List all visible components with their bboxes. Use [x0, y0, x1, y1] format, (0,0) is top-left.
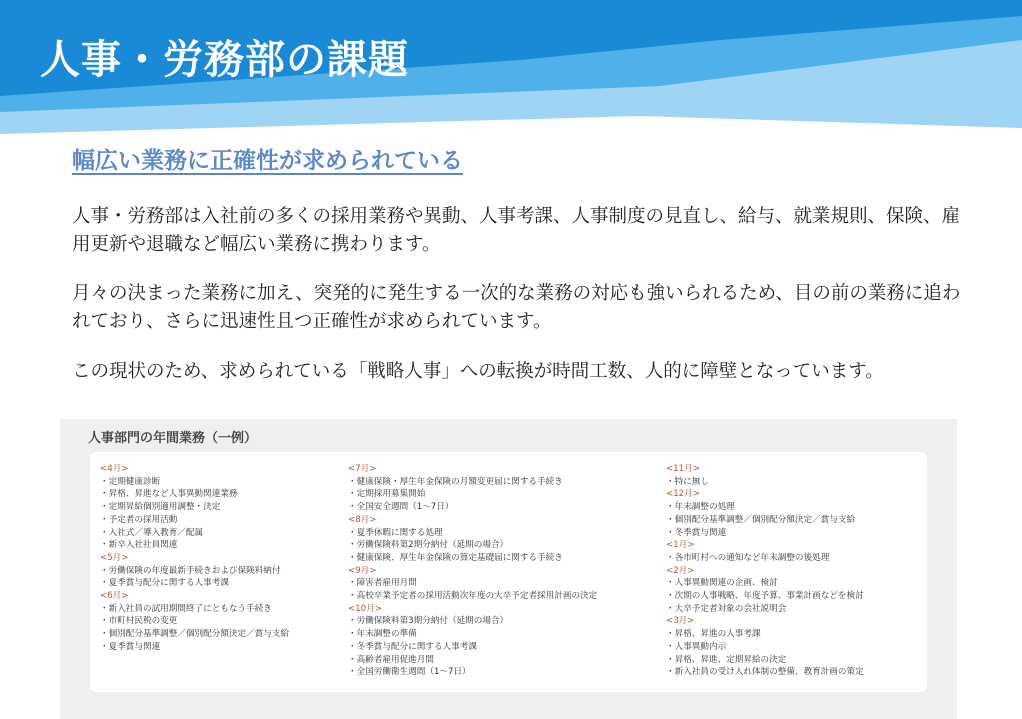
- task-item: ・年末調整の準備: [348, 629, 417, 640]
- month-label: <9月>: [348, 565, 377, 576]
- paragraph-3: この現状のため、求められている「戦略人事」への転換が時間工数、人的に障壁となっています。: [72, 361, 884, 382]
- task-item: ・予定者の採用活動: [100, 514, 178, 525]
- task-item: ・冬季賞与関連: [666, 527, 727, 538]
- month-label: <1月>: [666, 540, 695, 551]
- panel-title: 人事部門の年間業務（一例）: [88, 431, 258, 446]
- task-item: ・健康保険・厚生年金保険の月額変更届に関する手続き: [348, 476, 563, 487]
- task-item: ・各市町村への通知など年末調整の後処理: [666, 552, 830, 563]
- task-item: ・市町村民税の変更: [100, 616, 178, 627]
- paragraph-2: 月々の決まった業務に加え、突発的に発生する一次的な業務の対応も強いられるため、目の前の業務に追われており、さらに迅速性且つ正確性が求められています。: [72, 283, 961, 332]
- task-item: ・人事異動関連の企画、検討: [666, 578, 778, 589]
- task-item: ・高齢者雇用促進月間: [348, 654, 434, 665]
- task-item: ・特に無し: [666, 476, 709, 487]
- task-item: ・労働保険料第3期分納付（延期の場合）: [348, 616, 509, 627]
- section-subheading: 幅広い業務に正確性が求められている: [72, 148, 463, 174]
- task-item: ・昇格、昇進の人事考課: [666, 629, 761, 640]
- task-item: ・入社式／導入教育／配属: [100, 527, 204, 538]
- task-item: ・新入社員の試用期間終了にともなう手続き: [100, 603, 272, 614]
- task-item: ・全国安全週間（1〜7日）: [348, 502, 454, 513]
- month-label: <6月>: [100, 591, 129, 602]
- tasks-column-3: [666, 463, 864, 679]
- task-item: ・昇格、昇進など人事異動関連業務: [100, 489, 238, 500]
- paragraph-1: 人事・労務部は入社前の多くの採用業務や異動、人事考課、人事制度の見直し、給与、就業規則、保険、雇用更新や退職など幅広い業務に携わります。: [72, 206, 961, 255]
- task-item: ・夏季休暇に関する処理: [348, 527, 443, 538]
- month-label: <7月>: [348, 464, 377, 474]
- task-item: ・人事異動内示: [666, 641, 727, 652]
- month-label: <5月>: [100, 552, 129, 563]
- slide-title: 人事・労務部の課題: [40, 37, 409, 83]
- task-item: ・昇格、昇進、定期昇給の決定: [666, 654, 787, 665]
- task-item: ・個別配分基準調整／個別配分額決定／賞与支給: [100, 629, 290, 640]
- header-banner: [0, 0, 1022, 140]
- task-item: ・新卒入社社員関連: [100, 540, 178, 551]
- annual-tasks-card: [90, 452, 927, 692]
- month-label: <3月>: [666, 616, 695, 627]
- task-item: ・定期採用募集開始: [348, 489, 426, 500]
- month-label: <11月>: [666, 464, 700, 474]
- task-item: ・労働保険の年度最新手続きおよび保険料納付: [100, 565, 281, 576]
- task-item: ・夏季賞与配分に関する人事考課: [100, 578, 229, 589]
- task-item: ・年末調整の処理: [666, 502, 735, 513]
- task-item: ・新入社員の受け入れ体制の整備、教育計画の策定: [666, 667, 864, 678]
- task-item: ・夏季賞与関連: [100, 641, 161, 652]
- task-item: ・次期の人事戦略、年度予算、事業計画などを検討: [666, 591, 864, 602]
- month-label: <8月>: [348, 514, 377, 525]
- tasks-column-2: [348, 463, 597, 679]
- task-item: ・労働保険料第2期分納付（延期の場合）: [348, 540, 509, 551]
- task-item: ・大卒予定者対象の会社説明会: [666, 603, 787, 614]
- task-item: ・冬季賞与配分に関する人事考課: [348, 641, 477, 652]
- tasks-column-1: [100, 463, 289, 654]
- task-item: ・定期健康診断: [100, 476, 161, 487]
- task-item: ・個別配分基準調整／個別配分額決定／賞与支給: [666, 514, 856, 525]
- task-item: ・全国労働衛生週間（1〜7日）: [348, 667, 471, 678]
- task-item: ・障害者雇用月間: [348, 578, 417, 589]
- month-label: <2月>: [666, 565, 695, 576]
- task-item: ・健康保険、厚生年金保険の算定基礎届に関する手続き: [348, 552, 563, 563]
- task-item: ・高校卒業予定者の採用活動次年度の大卒予定者採用計画の決定: [348, 591, 598, 602]
- task-item: ・定期昇給個別適用調整・決定: [100, 502, 221, 513]
- annual-tasks-panel: [60, 419, 957, 719]
- month-label: <10月>: [348, 603, 382, 614]
- month-label: <4月>: [100, 464, 129, 474]
- month-label: <12月>: [666, 489, 700, 500]
